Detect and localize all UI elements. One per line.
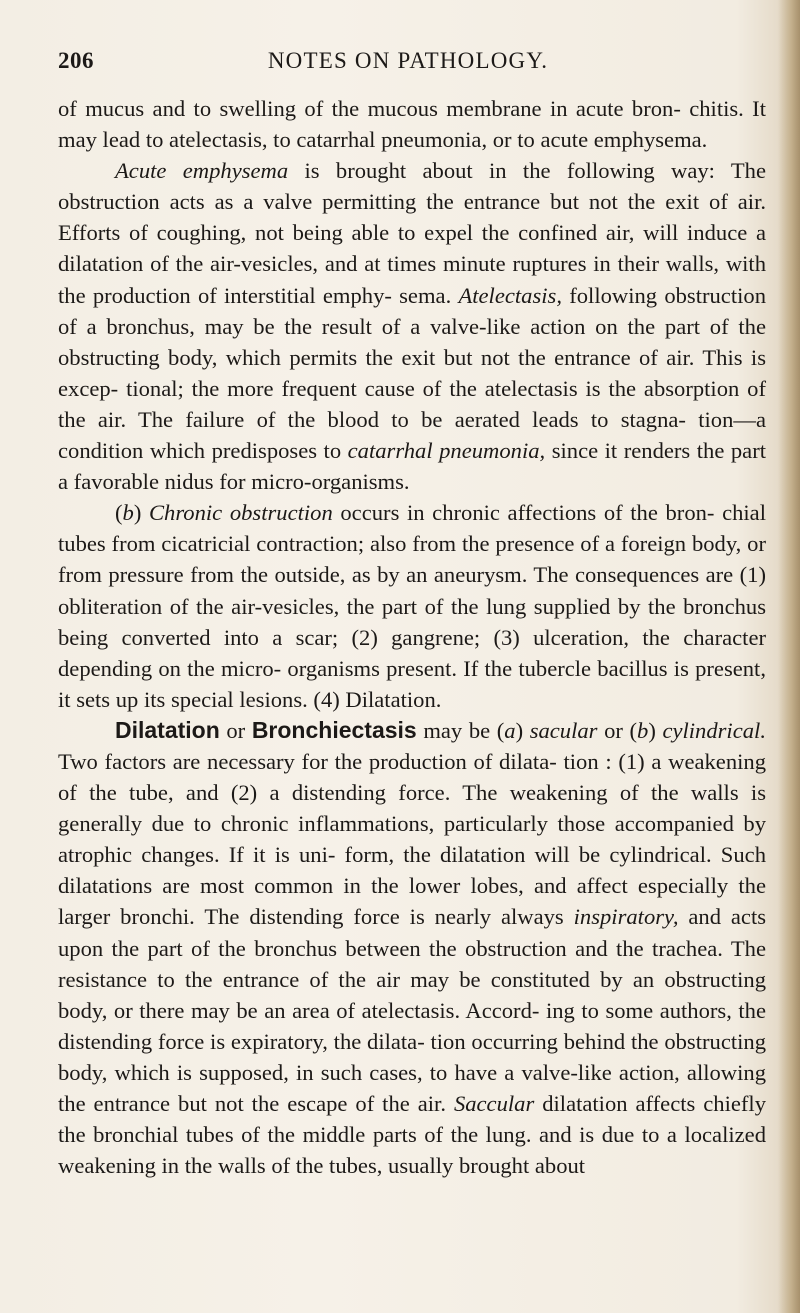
page-number: 206 <box>58 48 94 73</box>
label-b: b <box>122 500 134 526</box>
paragraph-acute-emphysema <box>58 155 766 497</box>
term-inspiratory: inspiratory, <box>573 904 679 930</box>
term-cylindrical: cylindrical. <box>662 717 766 743</box>
paragraph-text: and acts upon the part of the bronchus between the obstruction and the trachea. The resistance to the entrance of the air may be constituted by an obstructing body, or there may be an area of atelectasis. Accord- ing to some authors, the distending force is expiratory, the dilata- tion occurring behind the obstructing body, which is supposed, in such cases, to have a valve-like action, allowing the entrance but not the escape of the air. <box>58 904 767 1116</box>
paren: ( <box>115 500 123 526</box>
paragraph-text: since it renders the part a favorable nidus for micro-organisms. <box>58 438 766 495</box>
label-a: a <box>504 717 516 743</box>
paragraph-text: Two factors are necessary for the production of dilata- tion : (1) a weakening of the tube, and (2) a distending force. The weakening of the walls is generally due to chronic inflammations, particularly those accompanied by atrophic changes. If it is uni- form, the dilatation will be cylindrical. Such dilatations are most common in the lower lobes, and affect especially the larger bronchi. The distending force is nearly always <box>58 748 766 930</box>
paragraph-text: dilatation affects chiefly the bronchial tubes of the middle parts of the lung. and is due to a localized weakening in the walls of the tubes, usually brought about <box>58 1091 766 1179</box>
paragraph-text: of mucus and to swelling of the mucous membrane in acute bron- chitis. It may lead to atelectasis, to catarrhal pneumonia, or to acute emphysema. <box>58 96 766 153</box>
term-catarrhal-pneumonia: catarrhal pneumonia, <box>347 438 546 464</box>
paragraph-text: occurs in chronic affections of the bron- chial tubes from cicatricial contraction; also from the presence of a foreign body, or from pressure from the outside, as by an aneurysm. The consequences are (1) obliteration of the air-vesicles, the part of the lung supplied by the bronchus being converted into a scar; (2) gangrene; (3) ulceration, the character depending on the micro- organisms present. If the tubercle bacillus is present, it sets up its special lesions. (4) Dilatation. <box>58 500 766 712</box>
paragraph-bronchiectasis <box>58 715 766 1181</box>
paragraph-text: is brought about in the following way: The obstruction acts as a valve permitting the entrance but not the exit of air. Efforts of coughing, not being able to expel the confined air, will induce a dilatation of the air-vesicles, and at times minute ruptures in their walls, with the production of interstitial emphy- sema. <box>58 158 767 308</box>
page-edge-shadow <box>778 0 800 1313</box>
body-text <box>58 93 766 1181</box>
term-saccular: Saccular <box>453 1091 535 1116</box>
heading-bronchiectasis: Bronchiectasis <box>251 716 417 743</box>
paren: ) <box>133 500 149 526</box>
term-sacular: sacular <box>529 717 598 743</box>
term-chronic-obstruction: Chronic obstruction <box>148 500 333 526</box>
paragraph-text: ) <box>515 717 530 743</box>
running-title: NOTES ON PATHOLOGY. <box>267 48 549 73</box>
page-header <box>58 48 758 84</box>
paragraph-chronic-obstruction <box>58 497 766 715</box>
paragraph-text: may be ( <box>416 717 505 743</box>
term-atelectasis: Atelectasis, <box>458 282 562 308</box>
paragraph-text: or ( <box>597 717 638 743</box>
paragraph-continuation <box>58 93 766 155</box>
paragraph-text: following obstruction of a bronchus, may be the result of a valve-like action on the part of the obstructing body, which permits the exit but not the entrance of air. This is excep- tional; the more frequent cause of the atelectasis is the absorption of the air. The failure of the blood to be aerated leads to stagna- tion—a condition which predisposes to <box>58 282 766 464</box>
paragraph-text: ) <box>648 717 663 743</box>
paragraph-text: or <box>219 717 252 743</box>
heading-dilatation: Dilatation <box>115 716 220 743</box>
term-acute-emphysema: Acute emphysema <box>115 158 289 184</box>
label-b: b <box>637 717 649 743</box>
